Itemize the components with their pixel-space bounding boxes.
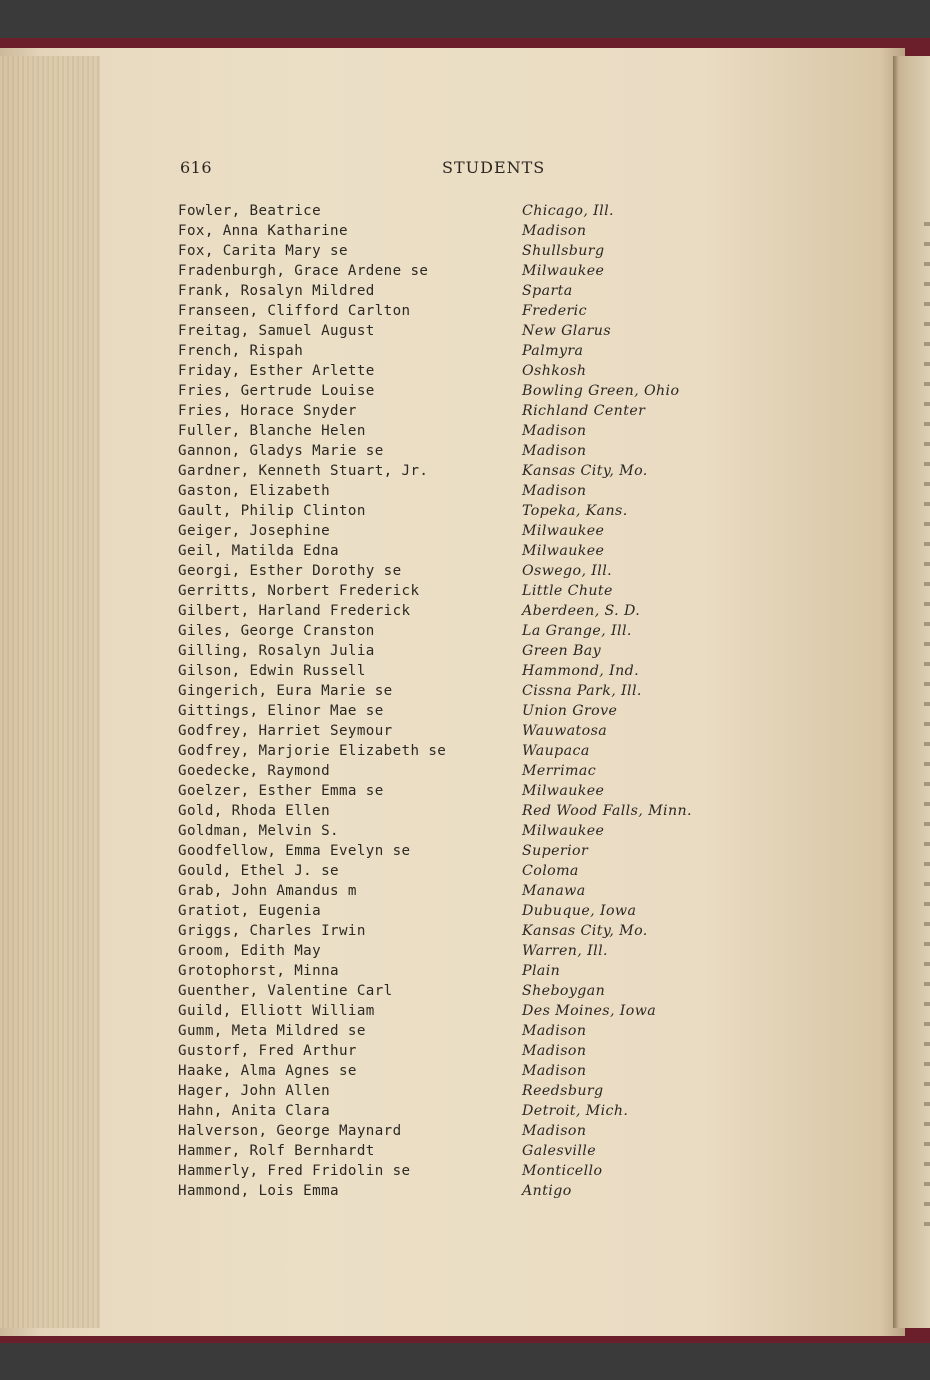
list-item: [178, 961, 738, 981]
hometown: Kansas City, Mo.: [522, 923, 648, 939]
hometown: Green Bay: [522, 643, 602, 659]
student-name: Gould, Ethel J. se: [178, 863, 339, 879]
student-name: Gratiot, Eugenia: [178, 903, 322, 919]
list-item: [178, 901, 738, 921]
hometown: Waupaca: [522, 743, 590, 759]
student-name: Gault, Philip Clinton: [178, 503, 366, 519]
hometown: Milwaukee: [522, 783, 605, 799]
running-title: STUDENTS: [442, 158, 546, 177]
student-name: Gumm, Meta Mildred se: [178, 1023, 366, 1039]
list-item: [178, 641, 738, 661]
list-item: [178, 1141, 738, 1161]
hometown: Madison: [522, 1023, 587, 1039]
hometown: Dubuque, Iowa: [522, 903, 637, 919]
hometown: Little Chute: [522, 583, 613, 599]
student-name: Goldman, Melvin S.: [178, 823, 339, 839]
student-name: Guild, Elliott William: [178, 1003, 375, 1019]
student-name: Hahn, Anita Clara: [178, 1103, 331, 1119]
hometown: Union Grove: [522, 703, 618, 719]
hometown: Aberdeen, S. D.: [522, 603, 641, 619]
hometown: Milwaukee: [522, 543, 605, 559]
list-item: [178, 801, 738, 821]
student-name: Hager, John Allen: [178, 1083, 331, 1099]
list-item: [178, 201, 738, 221]
hometown: New Glarus: [522, 323, 611, 339]
list-item: [178, 981, 738, 1001]
hometown: Palmyra: [522, 343, 584, 359]
list-item: [178, 341, 738, 361]
hometown: Manawa: [522, 883, 586, 899]
student-name: Geiger, Josephine: [178, 523, 331, 539]
student-name: Gilling, Rosalyn Julia: [178, 643, 375, 659]
list-item: [178, 781, 738, 801]
student-name: Goelzer, Esther Emma se: [178, 783, 384, 799]
hometown: Warren, Ill.: [522, 943, 608, 959]
list-item: [178, 921, 738, 941]
student-name: Guenther, Valentine Carl: [178, 983, 393, 999]
hometown: Bowling Green, Ohio: [522, 383, 680, 399]
student-name: Franseen, Clifford Carlton: [178, 303, 411, 319]
list-item: [178, 281, 738, 301]
hometown: Detroit, Mich.: [522, 1103, 629, 1119]
hometown: Sheboygan: [522, 983, 606, 999]
list-item: [178, 681, 738, 701]
page-header: [180, 158, 725, 180]
list-item: [178, 601, 738, 621]
student-name: Freitag, Samuel August: [178, 323, 375, 339]
student-name: Fowler, Beatrice: [178, 203, 322, 219]
student-name: Hammond, Lois Emma: [178, 1183, 339, 1199]
list-item: [178, 741, 738, 761]
hometown: Hammond, Ind.: [522, 663, 640, 679]
hometown: Richland Center: [522, 403, 646, 419]
student-name: Hammerly, Fred Fridolin se: [178, 1163, 411, 1179]
hometown: Monticello: [522, 1163, 603, 1179]
list-item: [178, 881, 738, 901]
student-name: Fox, Carita Mary se: [178, 243, 348, 259]
student-name: Gustorf, Fred Arthur: [178, 1043, 357, 1059]
list-item: [178, 1021, 738, 1041]
hometown: Milwaukee: [522, 263, 605, 279]
student-name: Giles, George Cranston: [178, 623, 375, 639]
student-name: Geil, Matilda Edna: [178, 543, 339, 559]
list-item: [178, 521, 738, 541]
list-item: [178, 441, 738, 461]
student-name: Griggs, Charles Irwin: [178, 923, 366, 939]
student-name: Haake, Alma Agnes se: [178, 1063, 357, 1079]
student-name: Fries, Horace Snyder: [178, 403, 357, 419]
list-item: [178, 1181, 738, 1201]
hometown: Oswego, Ill.: [522, 563, 613, 579]
hometown: Milwaukee: [522, 823, 605, 839]
hometown: Galesville: [522, 1143, 597, 1159]
hometown: Madison: [522, 1043, 587, 1059]
hometown: Madison: [522, 423, 587, 439]
list-item: [178, 1001, 738, 1021]
list-item: [178, 261, 738, 281]
hometown: Madison: [522, 443, 587, 459]
student-name: Gingerich, Eura Marie se: [178, 683, 393, 699]
student-list: [178, 201, 738, 1201]
hometown: Red Wood Falls, Minn.: [522, 803, 692, 819]
hometown: Coloma: [522, 863, 579, 879]
hometown: Madison: [522, 223, 587, 239]
hometown: Wauwatosa: [522, 723, 608, 739]
hometown: Sparta: [522, 283, 573, 299]
list-item: [178, 401, 738, 421]
hometown: Frederic: [522, 303, 587, 319]
hometown: La Grange, Ill.: [522, 623, 632, 639]
list-item: [178, 301, 738, 321]
student-name: Gannon, Gladys Marie se: [178, 443, 384, 459]
student-name: Gerritts, Norbert Frederick: [178, 583, 420, 599]
list-item: [178, 421, 738, 441]
hometown: Chicago, Ill.: [522, 203, 614, 219]
list-item: [178, 721, 738, 741]
student-name: Hammer, Rolf Bernhardt: [178, 1143, 375, 1159]
list-item: [178, 621, 738, 641]
hometown: Madison: [522, 1123, 587, 1139]
list-item: [178, 661, 738, 681]
student-name: Goodfellow, Emma Evelyn se: [178, 843, 411, 859]
student-name: Halverson, George Maynard: [178, 1123, 402, 1139]
student-name: Gilson, Edwin Russell: [178, 663, 366, 679]
student-name: Gold, Rhoda Ellen: [178, 803, 331, 819]
student-name: Grab, John Amandus m: [178, 883, 357, 899]
hometown: Topeka, Kans.: [522, 503, 628, 519]
student-name: Gilbert, Harland Frederick: [178, 603, 411, 619]
list-item: [178, 501, 738, 521]
list-item: [178, 1161, 738, 1181]
list-item: [178, 1121, 738, 1141]
hometown: Milwaukee: [522, 523, 605, 539]
list-item: [178, 241, 738, 261]
page-edges: [0, 56, 100, 1328]
student-name: Grotophorst, Minna: [178, 963, 339, 979]
student-name: Friday, Esther Arlette: [178, 363, 375, 379]
student-name: Frank, Rosalyn Mildred: [178, 283, 375, 299]
list-item: [178, 701, 738, 721]
student-name: Fuller, Blanche Helen: [178, 423, 366, 439]
hometown: Cissna Park, Ill.: [522, 683, 642, 699]
list-item: [178, 381, 738, 401]
list-item: [178, 1041, 738, 1061]
hometown: Plain: [522, 963, 561, 979]
list-item: [178, 321, 738, 341]
hometown: Oshkosh: [522, 363, 587, 379]
list-item: [178, 821, 738, 841]
student-name: French, Rispah: [178, 343, 304, 359]
student-name: Georgi, Esther Dorothy se: [178, 563, 402, 579]
student-name: Fox, Anna Katharine: [178, 223, 348, 239]
student-name: Goedecke, Raymond: [178, 763, 331, 779]
page-number: 616: [180, 158, 213, 177]
student-name: Fries, Gertrude Louise: [178, 383, 375, 399]
list-item: [178, 1061, 738, 1081]
hometown: Madison: [522, 1063, 587, 1079]
list-item: [178, 221, 738, 241]
student-name: Fradenburgh, Grace Ardene se: [178, 263, 429, 279]
list-item: [178, 581, 738, 601]
hometown: Reedsburg: [522, 1083, 604, 1099]
list-item: [178, 1081, 738, 1101]
list-item: [178, 461, 738, 481]
list-item: [178, 861, 738, 881]
student-name: Godfrey, Harriet Seymour: [178, 723, 393, 739]
list-item: [178, 1101, 738, 1121]
student-name: Groom, Edith May: [178, 943, 322, 959]
hometown: Kansas City, Mo.: [522, 463, 648, 479]
hometown: Madison: [522, 483, 587, 499]
list-item: [178, 361, 738, 381]
hometown: Des Moines, Iowa: [522, 1003, 657, 1019]
hometown: Merrimac: [522, 763, 597, 779]
list-item: [178, 561, 738, 581]
list-item: [178, 761, 738, 781]
student-name: Godfrey, Marjorie Elizabeth se: [178, 743, 447, 759]
hometown: Superior: [522, 843, 589, 859]
hometown: Antigo: [522, 1183, 572, 1199]
list-item: [178, 481, 738, 501]
list-item: [178, 841, 738, 861]
facing-page-text-edge: [924, 210, 930, 1230]
list-item: [178, 541, 738, 561]
student-name: Gaston, Elizabeth: [178, 483, 331, 499]
student-name: Gittings, Elinor Mae se: [178, 703, 384, 719]
student-name: Gardner, Kenneth Stuart, Jr.: [178, 463, 429, 479]
list-item: [178, 941, 738, 961]
hometown: Shullsburg: [522, 243, 605, 259]
